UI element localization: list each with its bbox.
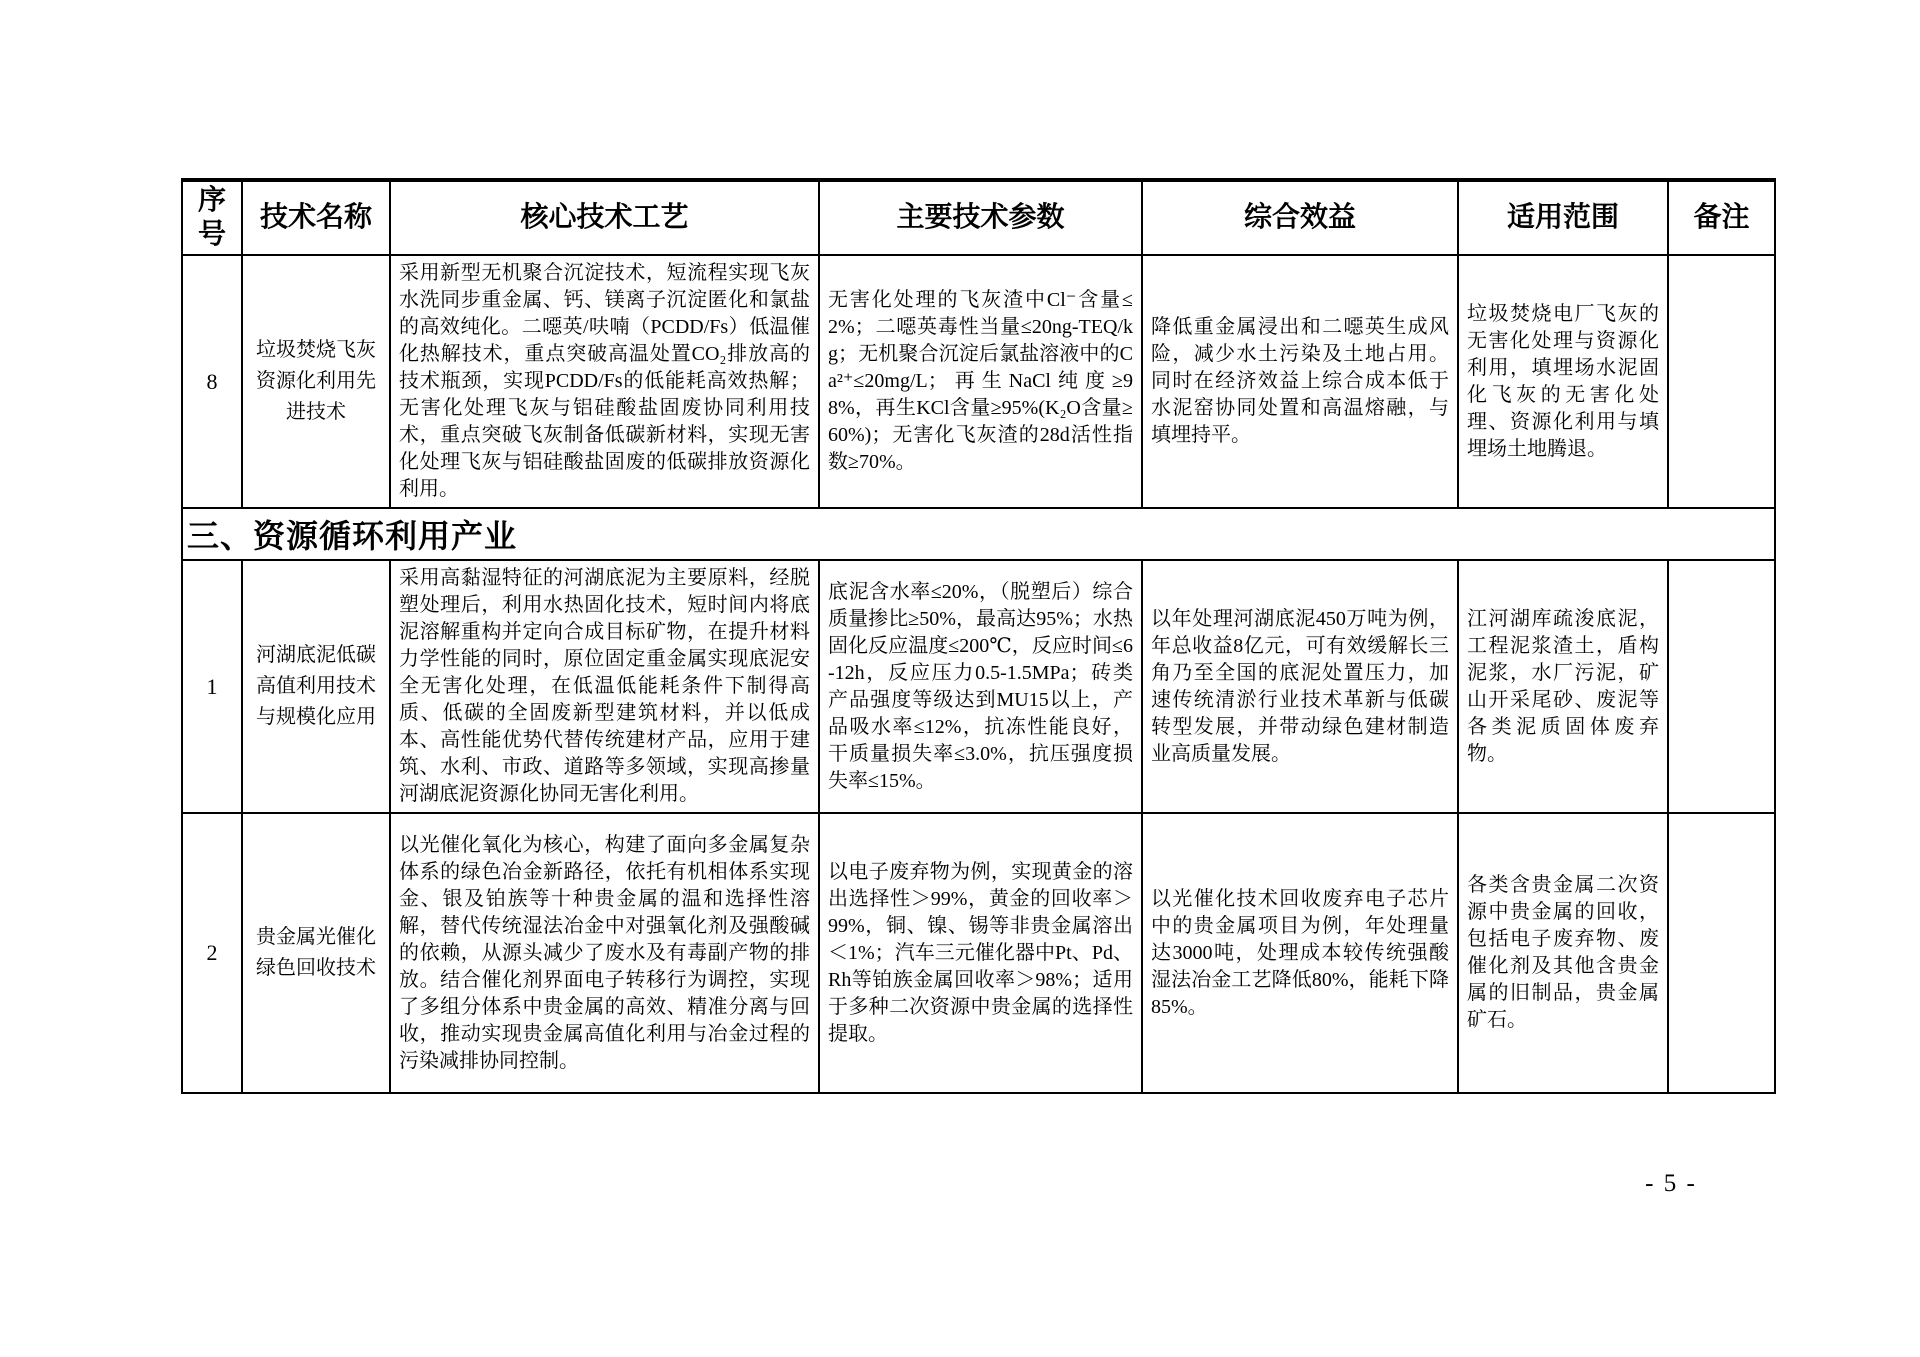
table-row — [182, 255, 1775, 508]
cell-tech-name: 贵金属光催化绿色回收技术 — [242, 813, 390, 1093]
cell-remarks — [1668, 560, 1775, 813]
cell-benefits: 以年处理河湖底泥450万吨为例，年总收益8亿元，可有效缓解长三角乃至全国的底泥处置压力，加速传统清淤行业技术革新与低碳转型发展，并带动绿色建材制造业高质量发展。 — [1142, 560, 1458, 813]
technology-catalog-table — [181, 178, 1776, 1094]
cell-seq: 8 — [182, 255, 242, 508]
cell-scope: 江河湖库疏浚底泥，工程泥浆渣土，盾构泥浆，水厂污泥，矿山开采尾砂、废泥等各类泥质固体废弃物。 — [1458, 560, 1668, 813]
cell-process: 采用高黏湿特征的河湖底泥为主要原料，经脱塑处理后，利用水热固化技术，短时间内将底泥溶解重构并定向合成目标矿物，在提升材料力学性能的同时，原位固定重金属实现底泥安全无害化处理，在低温低能耗条件下制得高质、低碳的全固废新型建筑材料，并以低成本、高性能优势代替传统建材产品，应用于建筑、水利、市政、道路等多领域，实现高掺量河湖底泥资源化协同无害化利用。 — [390, 560, 819, 813]
section-header-row — [182, 508, 1775, 560]
column-header-scope: 适用范围 — [1458, 180, 1668, 255]
cell-process: 以光催化氧化为核心，构建了面向多金属复杂体系的绿色冶金新路径，依托有机相体系实现金、银及铂族等十种贵金属的温和选择性溶解，替代传统湿法冶金中对强氧化剂及强酸碱的依赖，从源头减少了废水及有毒副产物的排放。结合催化剂界面电子转移行为调控，实现了多组分体系中贵金属的高效、精准分离与回收，推动实现贵金属高值化利用与冶金过程的污染减排协同控制。 — [390, 813, 819, 1093]
column-header-tech-name: 技术名称 — [242, 180, 390, 255]
column-header-parameters: 主要技术参数 — [819, 180, 1142, 255]
cell-parameters: 底泥含水率≤20%，（脱塑后）综合质量掺比≥50%，最高达95%；水热固化反应温度≤200℃，反应时间≤6-12h，反应压力0.5-1.5MPa；砖类产品强度等级达到MU15以上，产品吸水率≤12%，抗冻性能良好，干质量损失率≤3.0%，抗压强度损失率≤15%。 — [819, 560, 1142, 813]
table-row — [182, 813, 1775, 1093]
table-row — [182, 560, 1775, 813]
cell-remarks — [1668, 813, 1775, 1093]
column-header-remarks: 备注 — [1668, 180, 1775, 255]
cell-benefits: 以光催化技术回收废弃电子芯片中的贵金属项目为例，年处理量达3000吨，处理成本较传统强酸湿法冶金工艺降低80%，能耗下降85%。 — [1142, 813, 1458, 1093]
cell-remarks — [1668, 255, 1775, 508]
column-header-process: 核心技术工艺 — [390, 180, 819, 255]
cell-benefits: 降低重金属浸出和二噁英生成风险，减少水土污染及土地占用。同时在经济效益上综合成本低于水泥窑协同处置和高温熔融，与填埋持平。 — [1142, 255, 1458, 508]
table-header-row — [182, 180, 1775, 255]
cell-seq: 1 — [182, 560, 242, 813]
column-header-benefits: 综合效益 — [1142, 180, 1458, 255]
cell-seq: 2 — [182, 813, 242, 1093]
cell-scope: 各类含贵金属二次资源中贵金属的回收，包括电子废弃物、废催化剂及其他含贵金属的旧制品，贵金属矿石。 — [1458, 813, 1668, 1093]
cell-tech-name: 河湖底泥低碳高值利用技术与规模化应用 — [242, 560, 390, 813]
cell-parameters: 无害化处理的飞灰渣中Cl⁻含量≤2%；二噁英毒性当量≤20ng-TEQ/kg；无机聚合沉淀后氯盐溶液中的Ca²⁺≤20mg/L；再生NaCl纯度≥98%，再生KCl含量≥95%(K₂O含量≥60%)；无害化飞灰渣的28d活性指数≥70%。 — [819, 255, 1142, 508]
cell-parameters: 以电子废弃物为例，实现黄金的溶出选择性＞99%，黄金的回收率＞99%，铜、镍、锡等非贵金属溶出＜1%；汽车三元催化器中Pt、Pd、Rh等铂族金属回收率＞98%；适用于多种二次资源中贵金属的选择性提取。 — [819, 813, 1142, 1093]
cell-tech-name: 垃圾焚烧飞灰资源化利用先进技术 — [242, 255, 390, 508]
cell-process: 采用新型无机聚合沉淀技术，短流程实现飞灰水洗同步重金属、钙、镁离子沉淀匿化和氯盐的高效纯化。二噁英/呋喃（PCDD/Fs）低温催化热解技术，重点突破高温处置CO₂排放高的技术瓶颈，实现PCDD/Fs的低能耗高效热解；无害化处理飞灰与铝硅酸盐固废协同利用技术，重点突破飞灰制备低碳新材料，实现无害化处理飞灰与铝硅酸盐固废的低碳排放资源化利用。 — [390, 255, 819, 508]
column-header-seq: 序号 — [182, 180, 242, 255]
section-title: 三、资源循环利用产业 — [182, 508, 1775, 560]
page-number: - 5 - — [1645, 1170, 1697, 1197]
cell-scope: 垃圾焚烧电厂飞灰的无害化处理与资源化利用，填埋场水泥固化飞灰的无害化处理、资源化利用与填埋场土地腾退。 — [1458, 255, 1668, 508]
